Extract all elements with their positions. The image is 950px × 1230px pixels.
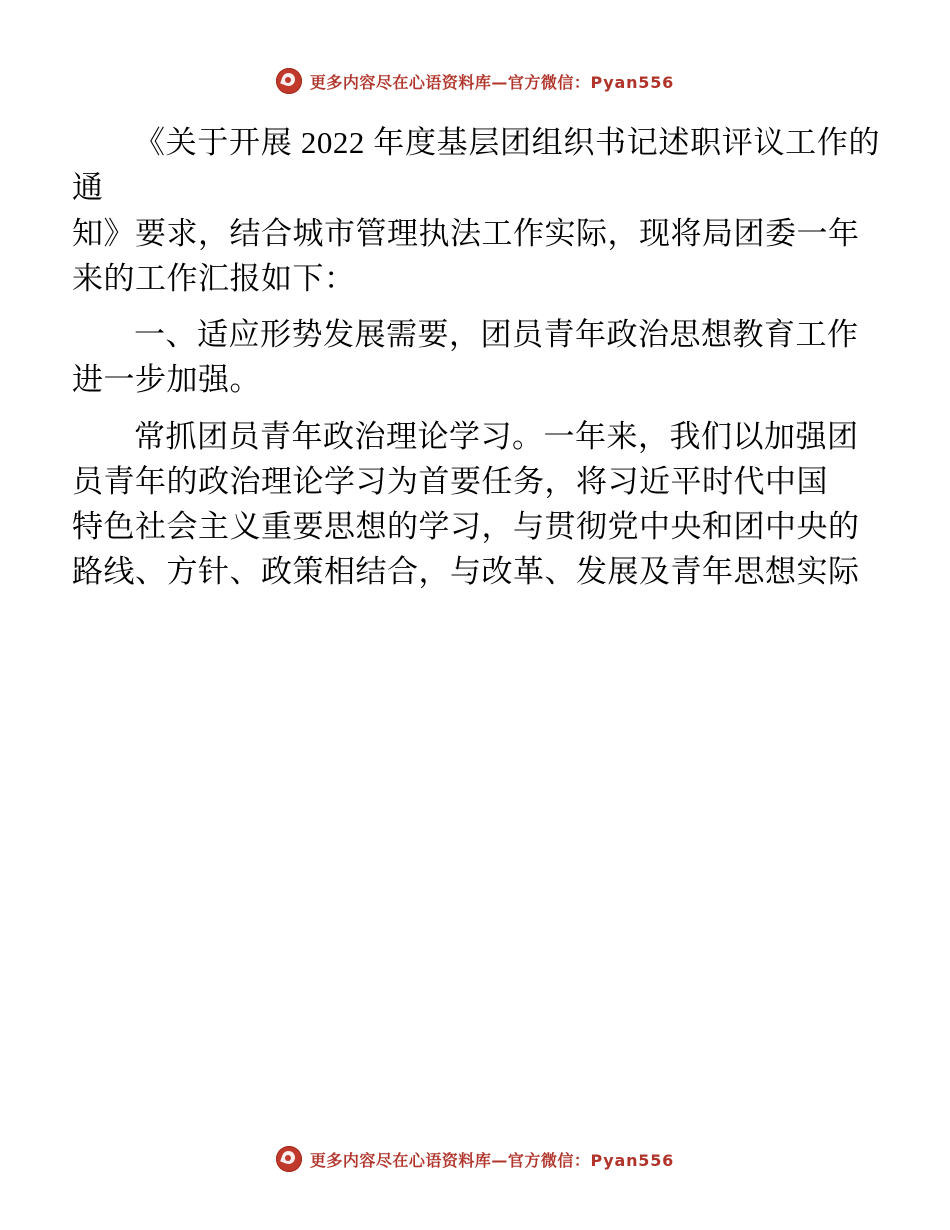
paragraph: 一、适应形势发展需要，团员青年政治思想教育工作 进一步加强。	[72, 317, 859, 398]
watermark-logo-icon	[276, 68, 302, 94]
watermark-wechat-id: Pyan556	[590, 1150, 675, 1170]
watermark-logo-icon	[276, 1146, 302, 1172]
watermark-top	[0, 0, 950, 94]
paragraph: 《关于开展 2022 年度基层团组织书记述职评议工作的通 知》要求，结合城市管理执法工作实际，现将局团委一年 来的工作汇报如下：	[72, 125, 880, 296]
watermark-bottom	[0, 1146, 950, 1230]
watermark-wechat-id: Pyan556	[590, 72, 675, 92]
watermark-label: 更多内容尽在心语资料库—官方微信：	[309, 72, 591, 92]
watermark-label: 更多内容尽在心语资料库—官方微信：	[309, 1150, 591, 1170]
watermark-text	[310, 1148, 674, 1171]
document-body	[0, 94, 950, 1146]
paragraph: 常抓团员青年政治理论学习。一年来，我们以加强团 员青年的政治理论学习为首要任务，将习近平时代中国 特色社会主义重要思想的学习，与贯彻党中央和团中央的 路线、方针、政策相结合，与改革、发展及青年思想实际	[72, 418, 860, 590]
watermark-text	[310, 70, 674, 93]
